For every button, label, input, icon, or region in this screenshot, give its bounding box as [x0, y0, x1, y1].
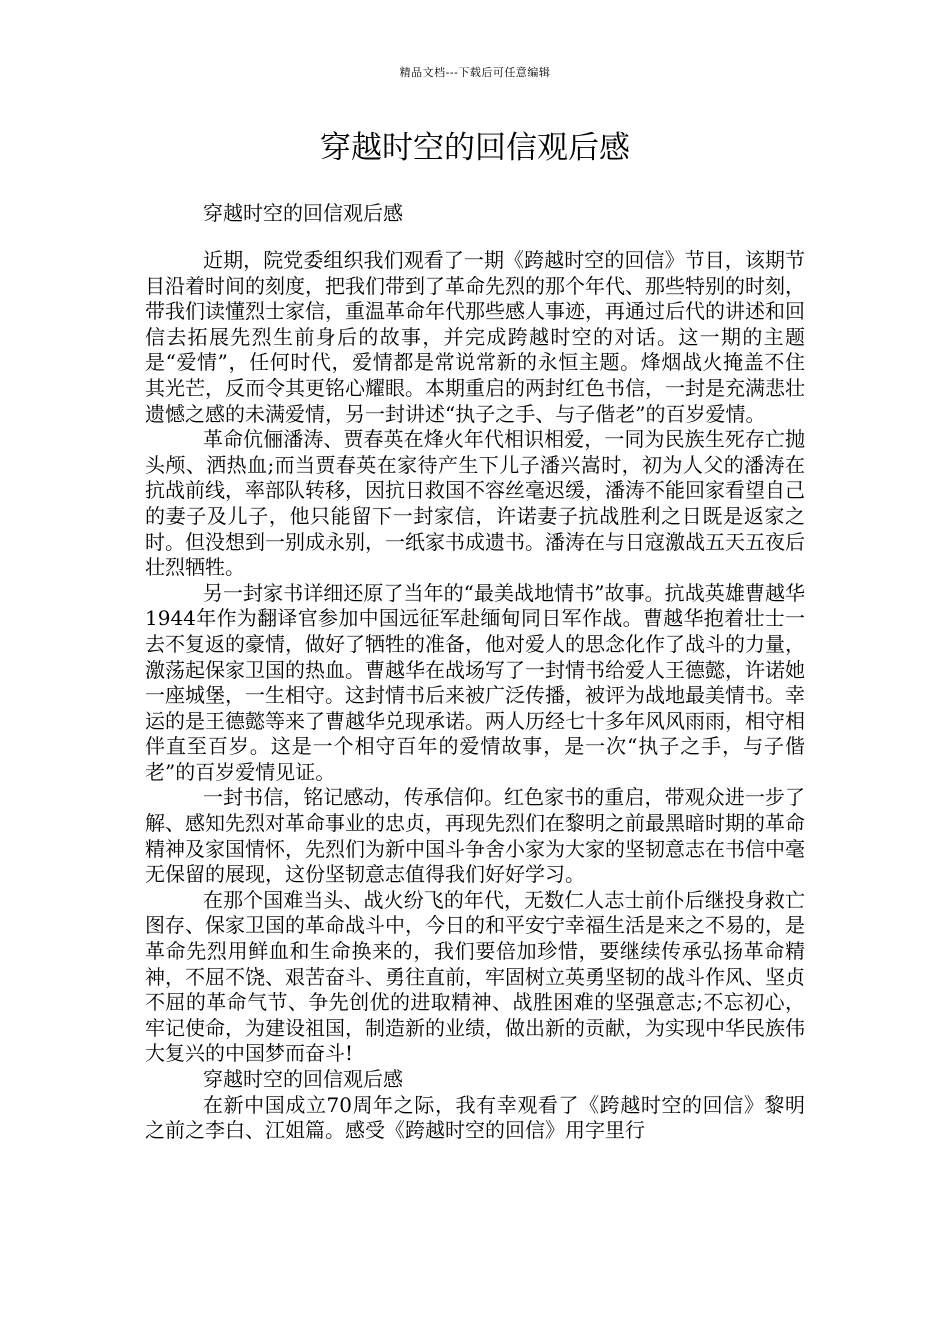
paragraph-6: 在新中国成立70周年之际，我有幸观看了《跨越时空的回信》黎明之前之李白、江姐篇。感受《跨越时空的回信》用字里行 — [145, 1092, 805, 1143]
header-note: 精品文档---下载后可任意编辑 — [399, 66, 551, 79]
page-title: 穿越时空的回信观后感 — [320, 130, 630, 166]
paragraph-2: 革命伉俪潘涛、贾春英在烽火年代相识相爱，一同为民族生死存亡抛头颅、洒热血;而当贾春英在家待产生下儿子潘兴嵩时，初为人父的潘涛在抗战前线，率部队转移，因抗日救国不容丝毫迟缓，潘涛不能回家看望自己的妻子及儿子，他只能留下一封家信，许诺妻子抗战胜利之日既是返家之时。但没想到一别成永别，一纸家书成遗书。潘涛在与日寇激战五天五夜后壮烈牺牲。 — [145, 427, 805, 580]
paragraph-3: 另一封家书详细还原了当年的“最美战地情书”故事。抗战英雄曹越华1944年作为翻译官参加中国远征军赴缅甸同日军作战。曹越华抱着壮士一去不复返的豪情，做好了牺牲的准备，他对爱人的思念化作了战斗的力量，激荡起保家卫国的热血。曹越华在战场写了一封情书给爱人王德懿，许诺她一座城堡，一生相守。这封情书后来被广泛传播，被评为战地最美情书。幸运的是王德懿等来了曹越华兑现承诺。两人历经七十多年风风雨雨，相守相伴直至百岁。这是一个相守百年的爱情故事，是一次“执子之手，与子偕老”的百岁爱情见证。 — [145, 580, 805, 784]
document-body — [145, 248, 805, 1144]
paragraph-5: 在那个国难当头、战火纷飞的年代，无数仁人志士前仆后继投身救亡图存、保家卫国的革命战斗中，今日的和平安宁幸福生活是来之不易的，是革命先烈用鲜血和生命换来的，我们要倍加珍惜，要继续传承弘扬革命精神，不屈不饶、艰苦奋斗、勇往直前，牢固树立英勇坚韧的战斗作风、坚贞不屈的革命气节、争先创优的进取精神、战胜困难的坚强意志;不忘初心，牢记使命，为建设祖国，制造新的业绩，做出新的贡献，为实现中华民族伟大复兴的中国梦而奋斗! — [145, 887, 805, 1066]
subtitle: 穿越时空的回信观后感 — [203, 201, 403, 225]
paragraph-1: 近期，院党委组织我们观看了一期《跨越时空的回信》节目，该期节目沿着时间的刻度，把我们带到了革命先烈的那个年代、那些特别的时刻，带我们读懂烈士家信，重温革命年代那些感人事迹，再通过后代的讲述和回信去拓展先烈生前身后的故事，并完成跨越时空的对话。这一期的主题是“爱情”，任何时代，爱情都是常说常新的永恒主题。烽烟战火掩盖不住其光芒，反而令其更铭心耀眼。本期重启的两封红色书信，一封是充满悲壮遗憾之感的未满爱情，另一封讲述“执子之手、与子偕老”的百岁爱情。 — [145, 248, 805, 426]
paragraph-4: 一封书信，铭记感动，传承信仰。红色家书的重启，带观众进一步了解、感知先烈对革命事业的忠贞，再现先烈们在黎明之前最黑暗时期的革命精神及家国情怀，先烈们为新中国斗争舍小家为大家的坚韧意志在书信中毫无保留的展现，这份坚韧意志值得我们好好学习。 — [145, 785, 805, 887]
second-heading: 穿越时空的回信观后感 — [203, 1067, 403, 1091]
